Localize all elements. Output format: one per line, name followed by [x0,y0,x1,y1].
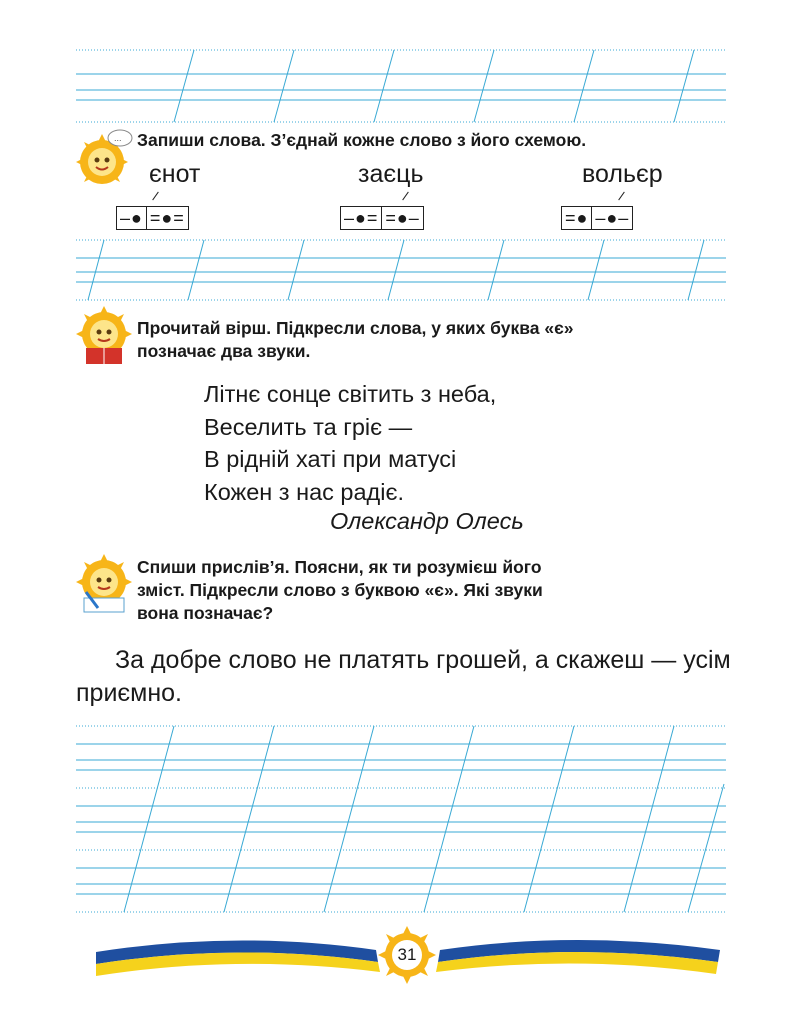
sound-scheme-2[interactable] [340,206,424,230]
word-zayets: заєць [358,160,424,188]
task-3-line-3: вона позначає? [137,603,274,623]
task-1-instruction: Запиши слова. З’єднай кожне слово з його схемою. [137,130,587,150]
sun-writing-icon [74,554,136,621]
task-3-instruction [137,556,543,625]
syllable-box: –●– [591,207,632,229]
stress-mark [152,192,159,201]
task-2-instruction [137,317,573,363]
poem-line: В рідній хаті при матусі [204,446,457,472]
sound-scheme-1[interactable] [116,206,189,230]
writing-lines-3 [76,724,726,914]
task-3-line-1: Спиши прислів’я. Поясни, як ти розумієш його [137,557,542,577]
stress-mark [402,192,409,201]
syllable-box: –●= [344,208,379,228]
proverb-text: За добре слово не платять грошей, а скажеш — усім приємно. [76,646,731,707]
task-2-line-2: позначає два звуки. [137,341,311,361]
sound-scheme-3[interactable] [561,206,633,230]
task-3-line-2: зміст. Підкресли слово з буквою «є». Які звуки [137,580,543,600]
writing-lines-2 [76,238,726,302]
sun-reading-icon [74,306,136,373]
page-number: 31 [397,945,417,964]
task-2-line-1: Прочитай вірш. Підкресли слова, у яких буква «є» [137,318,574,338]
writing-lines-1 [76,48,726,124]
poem-line: Кожен з нас радіє. [204,478,405,505]
poem [204,378,496,508]
syllable-box: =●= [146,207,188,229]
syllable-box: =●– [381,207,422,229]
syllable-box: =● [565,208,589,228]
poem-line: Літнє сонце світить з неба, [204,381,497,407]
syllable-box: –● [120,208,143,228]
sun-mascot-icon [74,128,134,195]
stress-mark [618,192,625,201]
svg-text:...: ... [114,133,122,143]
word-volyer: вольєр [582,160,663,188]
word-enot: єнот [149,160,201,188]
poem-line: Веселить та гріє — [204,413,413,440]
poem-author: Олександр Олесь [330,508,524,534]
